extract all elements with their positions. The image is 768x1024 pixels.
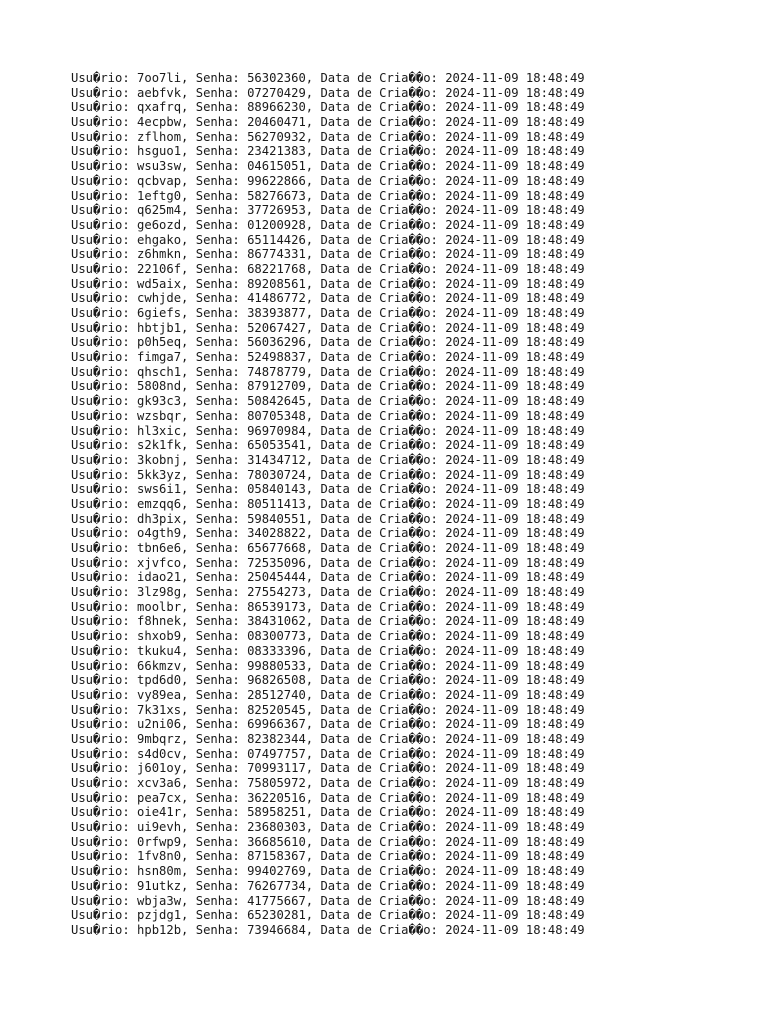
text-line: Usu�rio: ui9evh, Senha: 23680303, Data de Cria��o: 2024-11-09 18:48:49 — [71, 820, 585, 835]
text-line: Usu�rio: 1fv8n0, Senha: 87158367, Data de Cria��o: 2024-11-09 18:48:49 — [71, 849, 585, 864]
text-line: Usu�rio: tbn6e6, Senha: 65677668, Data de Cria��o: 2024-11-09 18:48:49 — [71, 541, 585, 555]
text-line: Usu�rio: 0rfwp9, Senha: 36685610, Data de Cria��o: 2024-11-09 18:48:49 — [71, 834, 585, 849]
text-line: Usu�rio: wzsbqr, Senha: 80705348, Data de Cria��o: 2024-11-09 18:48:49 — [71, 408, 585, 423]
text-line: Usu�rio: moolbr, Senha: 86539173, Data de Cria��o: 2024-11-09 18:48:49 — [71, 599, 585, 614]
text-line: Usu�rio: 7k31xs, Senha: 82520545, Data de Cria��o: 2024-11-09 18:48:49 — [71, 702, 585, 717]
text-line: Usu�rio: 66kmzv, Senha: 99880533, Data de Cria��o: 2024-11-09 18:48:49 — [71, 658, 585, 673]
text-line: Usu�rio: xcv3a6, Senha: 75805972, Data de Cria��o: 2024-11-09 18:48:49 — [71, 776, 585, 790]
text-line: Usu�rio: s4d0cv, Senha: 07497757, Data de Cria��o: 2024-11-09 18:48:49 — [71, 746, 585, 761]
text-line: Usu�rio: aebfvk, Senha: 07270429, Data de Cria��o: 2024-11-09 18:48:49 — [71, 85, 585, 100]
text-line: Usu�rio: wbja3w, Senha: 41775667, Data de Cria��o: 2024-11-09 18:48:49 — [71, 893, 585, 908]
text-line: Usu�rio: zflhom, Senha: 56270932, Data de Cria��o: 2024-11-09 18:48:49 — [71, 129, 585, 144]
text-line: Usu�rio: dh3pix, Senha: 59840551, Data de Cria��o: 2024-11-09 18:48:49 — [71, 511, 585, 526]
text-line: Usu�rio: vy89ea, Senha: 28512740, Data de Cria��o: 2024-11-09 18:48:49 — [71, 687, 585, 702]
text-line: Usu�rio: u2ni06, Senha: 69966367, Data de Cria��o: 2024-11-09 18:48:49 — [71, 717, 585, 732]
text-line: Usu�rio: xjvfco, Senha: 72535096, Data de Cria��o: 2024-11-09 18:48:49 — [71, 555, 585, 570]
text-line: Usu�rio: qcbvap, Senha: 99622866, Data de Cria��o: 2024-11-09 18:48:49 — [71, 173, 585, 188]
text-line: Usu�rio: ehgako, Senha: 65114426, Data de Cria��o: 2024-11-09 18:48:49 — [71, 232, 585, 247]
text-line: Usu�rio: q625m4, Senha: 37726953, Data de Cria��o: 2024-11-09 18:48:49 — [71, 203, 585, 218]
text-line: Usu�rio: shxob9, Senha: 08300773, Data de Cria��o: 2024-11-09 18:48:49 — [71, 629, 585, 644]
text-line: Usu�rio: 1eftg0, Senha: 58276673, Data de Cria��o: 2024-11-09 18:48:49 — [71, 188, 585, 203]
text-line: Usu�rio: 5808nd, Senha: 87912709, Data de Cria��o: 2024-11-09 18:48:49 — [71, 379, 585, 394]
text-line: Usu�rio: 9mbqrz, Senha: 82382344, Data de Cria��o: 2024-11-09 18:48:49 — [71, 731, 585, 746]
text-line: Usu�rio: wsu3sw, Senha: 04615051, Data de Cria��o: 2024-11-09 18:48:49 — [71, 159, 585, 174]
text-line: Usu�rio: wd5aix, Senha: 89208561, Data de Cria��o: 2024-11-09 18:48:49 — [71, 276, 585, 291]
text-line: Usu�rio: z6hmkn, Senha: 86774331, Data de Cria��o: 2024-11-09 18:48:49 — [71, 247, 585, 262]
text-line: Usu�rio: gk93c3, Senha: 50842645, Data de Cria��o: 2024-11-09 18:48:49 — [71, 394, 585, 409]
text-line: Usu�rio: j601oy, Senha: 70993117, Data de Cria��o: 2024-11-09 18:48:49 — [71, 761, 585, 776]
text-line: Usu�rio: hbtjb1, Senha: 52067427, Data de Cria��o: 2024-11-09 18:48:49 — [71, 320, 585, 335]
text-line: Usu�rio: hpb12b, Senha: 73946684, Data de Cria��o: 2024-11-09 18:48:49 — [71, 922, 585, 937]
text-line: Usu�rio: oie41r, Senha: 58958251, Data de Cria��o: 2024-11-09 18:48:49 — [71, 805, 585, 820]
text-line: Usu�rio: 6giefs, Senha: 38393877, Data de Cria��o: 2024-11-09 18:48:49 — [71, 306, 585, 320]
text-line: Usu�rio: 91utkz, Senha: 76267734, Data de Cria��o: 2024-11-09 18:48:49 — [71, 878, 585, 893]
text-line: Usu�rio: sws6i1, Senha: 05840143, Data de Cria��o: 2024-11-09 18:48:49 — [71, 482, 585, 497]
text-line: Usu�rio: cwhjde, Senha: 41486772, Data de Cria��o: 2024-11-09 18:48:49 — [71, 291, 585, 306]
text-line: Usu�rio: 3kobnj, Senha: 31434712, Data de Cria��o: 2024-11-09 18:48:49 — [71, 452, 585, 467]
text-line: Usu�rio: hl3xic, Senha: 96970984, Data de Cria��o: 2024-11-09 18:48:49 — [71, 423, 585, 438]
text-line: Usu�rio: 3lz98g, Senha: 27554273, Data de Cria��o: 2024-11-09 18:48:49 — [71, 585, 585, 600]
text-line: Usu�rio: tkuku4, Senha: 08333396, Data de Cria��o: 2024-11-09 18:48:49 — [71, 643, 585, 658]
text-line: Usu�rio: pea7cx, Senha: 36220516, Data de Cria��o: 2024-11-09 18:48:49 — [71, 790, 585, 805]
text-line: Usu�rio: emzqq6, Senha: 80511413, Data de Cria��o: 2024-11-09 18:48:49 — [71, 496, 585, 511]
text-line: Usu�rio: ge6ozd, Senha: 01200928, Data de Cria��o: 2024-11-09 18:48:49 — [71, 217, 585, 232]
text-line: Usu�rio: hsguo1, Senha: 23421383, Data de Cria��o: 2024-11-09 18:48:49 — [71, 144, 585, 159]
text-line: Usu�rio: hsn80m, Senha: 99402769, Data de Cria��o: 2024-11-09 18:48:49 — [71, 864, 585, 879]
text-line: Usu�rio: s2k1fk, Senha: 65053541, Data de Cria��o: 2024-11-09 18:48:49 — [71, 438, 585, 453]
text-line: Usu�rio: 4ecpbw, Senha: 20460471, Data de Cria��o: 2024-11-09 18:48:49 — [71, 115, 585, 130]
text-line: Usu�rio: 5kk3yz, Senha: 78030724, Data de Cria��o: 2024-11-09 18:48:49 — [71, 467, 585, 482]
text-line: Usu�rio: qhsch1, Senha: 74878779, Data de Cria��o: 2024-11-09 18:48:49 — [71, 364, 585, 379]
text-line: Usu�rio: f8hnek, Senha: 38431062, Data de Cria��o: 2024-11-09 18:48:49 — [71, 614, 585, 629]
text-line: Usu�rio: 7oo7li, Senha: 56302360, Data de Cria��o: 2024-11-09 18:48:49 — [71, 71, 585, 85]
text-line: Usu�rio: pzjdg1, Senha: 65230281, Data de Cria��o: 2024-11-09 18:48:49 — [71, 908, 585, 923]
text-line: Usu�rio: 22106f, Senha: 68221768, Data de Cria��o: 2024-11-09 18:48:49 — [71, 261, 585, 276]
text-line: Usu�rio: qxafrq, Senha: 88966230, Data de Cria��o: 2024-11-09 18:48:49 — [71, 100, 585, 115]
text-line: Usu�rio: o4gth9, Senha: 34028822, Data de Cria��o: 2024-11-09 18:48:49 — [71, 526, 585, 541]
text-line: Usu�rio: idao21, Senha: 25045444, Data de Cria��o: 2024-11-09 18:48:49 — [71, 570, 585, 585]
text-line: Usu�rio: fimga7, Senha: 52498837, Data de Cria��o: 2024-11-09 18:48:49 — [71, 350, 585, 365]
text-line: Usu�rio: p0h5eq, Senha: 56036296, Data de Cria��o: 2024-11-09 18:48:49 — [71, 335, 585, 350]
text-line: Usu�rio: tpd6d0, Senha: 96826508, Data de Cria��o: 2024-11-09 18:48:49 — [71, 673, 585, 688]
credential-list — [71, 71, 585, 938]
